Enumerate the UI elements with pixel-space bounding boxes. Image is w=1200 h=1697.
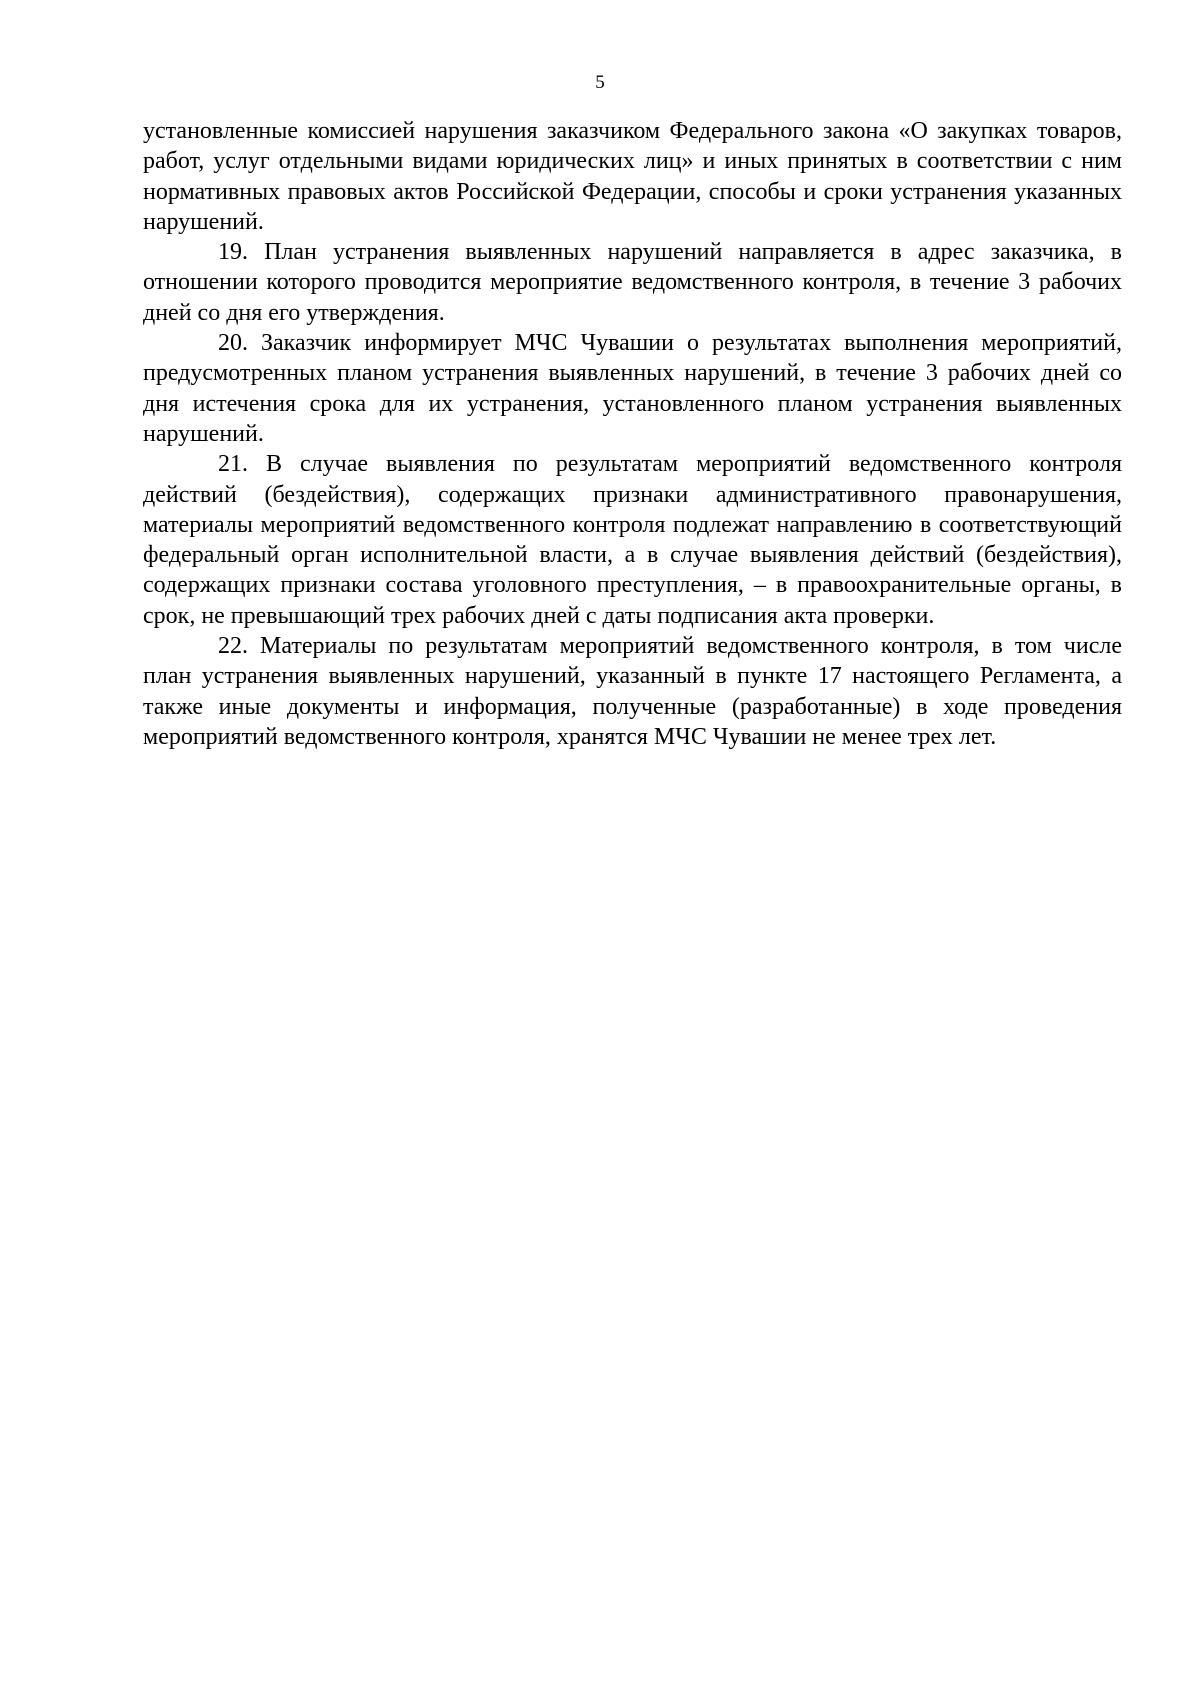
document-body — [143, 116, 1122, 752]
paragraph-21: 21. В случае выявления по результатам мероприятий ведомственного контроля действий (бездействия), содержащих признаки административного правонарушения, материалы мероприятий ведомственного контроля подлежат направлению в соответствующий федеральный орган исполнительной власти, а в случае выявления действий (бездействия), содержащих признаки состава уголовного преступления, – в правоохранительные органы, в срок, не превышающий трех рабочих дней с даты подписания акта проверки. — [143, 451, 1122, 629]
paragraph-19: 19. План устранения выявленных нарушений направляется в адрес заказчика, в отношении которого проводится мероприятие ведомственного контроля, в течение 3 рабочих дней со дня его утверждения. — [143, 239, 1122, 326]
paragraph-22: 22. Материалы по результатам мероприятий ведомственного контроля, в том числе план устранения выявленных нарушений, указанный в пункте 17 настоящего Регламента, а также иные документы и информация, полученные (разработанные) в ходе проведения мероприятий ведомственного контроля, хранятся МЧС Чувашии не менее трех лет. — [143, 633, 1122, 750]
paragraph-continuation: установленные комиссией нарушения заказчиком Федерального закона «О закупках товаров, работ, услуг отдельными видами юридических лиц» и иных принятых в соответствии с ним нормативных правовых актов Российской Федерации, способы и сроки устранения указанных нарушений. — [143, 118, 1122, 235]
paragraph-20: 20. Заказчик информирует МЧС Чувашии о результатах выполнения мероприятий, предусмотренных планом устранения выявленных нарушений, в течение 3 рабочих дней со дня истечения срока для их устранения, установленного планом устранения выявленных нарушений. — [143, 330, 1122, 447]
page-number: 5 — [595, 72, 605, 93]
